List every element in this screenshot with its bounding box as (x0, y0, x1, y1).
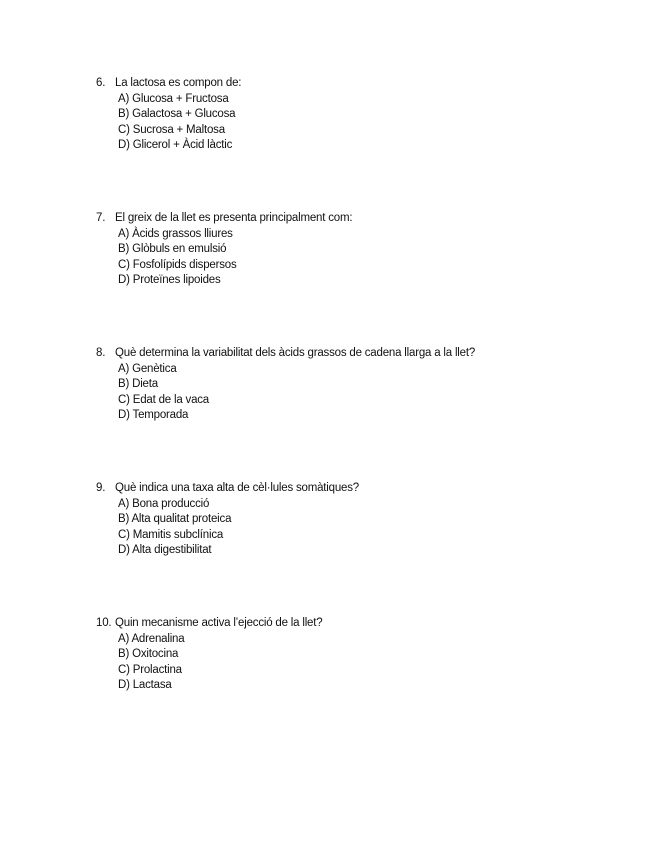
answer-options (96, 362, 636, 424)
question-6 (96, 76, 636, 154)
question-number: 10. (96, 617, 112, 629)
question-9 (96, 481, 636, 559)
answer-option-d: D) Alta digestibilitat (118, 544, 212, 557)
question-stem (96, 211, 636, 227)
question-text: La lactosa es compon de: (115, 77, 242, 89)
answer-option-c: C) Prolactina (118, 663, 182, 676)
answer-option-a: A) Àcids grassos lliures (118, 227, 233, 240)
answer-option-b: B) Glòbuls en emulsió (118, 243, 227, 256)
answer-options (96, 632, 636, 694)
question-text: Què determina la variabilitat dels àcids grassos de cadena llarga a la llet? (115, 347, 476, 359)
question-text: Quin mecanisme activa l’ejecció de la llet? (115, 617, 323, 629)
answer-option-c: C) Mamitis subclínica (118, 528, 224, 541)
answer-option-d: D) Proteïnes lipoides (118, 274, 221, 287)
question-text: El greix de la llet es presenta principalment com: (115, 212, 353, 224)
question-number: 8. (96, 347, 106, 359)
answer-option-d: D) Lactasa (118, 679, 172, 692)
question-10 (96, 616, 636, 694)
answer-option-b: B) Alta qualitat proteica (118, 513, 232, 526)
answer-option-c: C) Fosfolípids dispersos (118, 258, 237, 271)
question-number: 6. (96, 77, 106, 89)
answer-option-c: C) Sucrosa + Maltosa (118, 123, 225, 136)
answer-option-b: B) Galactosa + Glucosa (118, 108, 236, 121)
answer-option-b: B) Dieta (118, 378, 158, 391)
question-text: Què indica una taxa alta de cèl·lules somàtiques? (115, 482, 359, 494)
answer-option-b: B) Oxitocina (118, 648, 179, 661)
question-number: 7. (96, 212, 106, 224)
question-number: 9. (96, 482, 106, 494)
question-stem (96, 346, 636, 362)
answer-option-c: C) Edat de la vaca (118, 393, 210, 406)
answer-option-a: A) Glucosa + Fructosa (118, 92, 229, 105)
question-8 (96, 346, 636, 424)
answer-option-a: A) Bona producció (118, 497, 210, 510)
answer-options (96, 497, 636, 559)
answer-options (96, 92, 636, 154)
question-stem (96, 76, 636, 92)
answer-option-d: D) Temporada (118, 409, 189, 422)
answer-option-a: A) Adrenalina (118, 632, 185, 645)
question-stem (96, 616, 636, 632)
answer-option-d: D) Glicerol + Àcid làctic (118, 139, 233, 152)
question-7 (96, 211, 636, 289)
answer-options (96, 227, 636, 289)
question-stem (96, 481, 636, 497)
answer-option-a: A) Genètica (118, 362, 177, 375)
